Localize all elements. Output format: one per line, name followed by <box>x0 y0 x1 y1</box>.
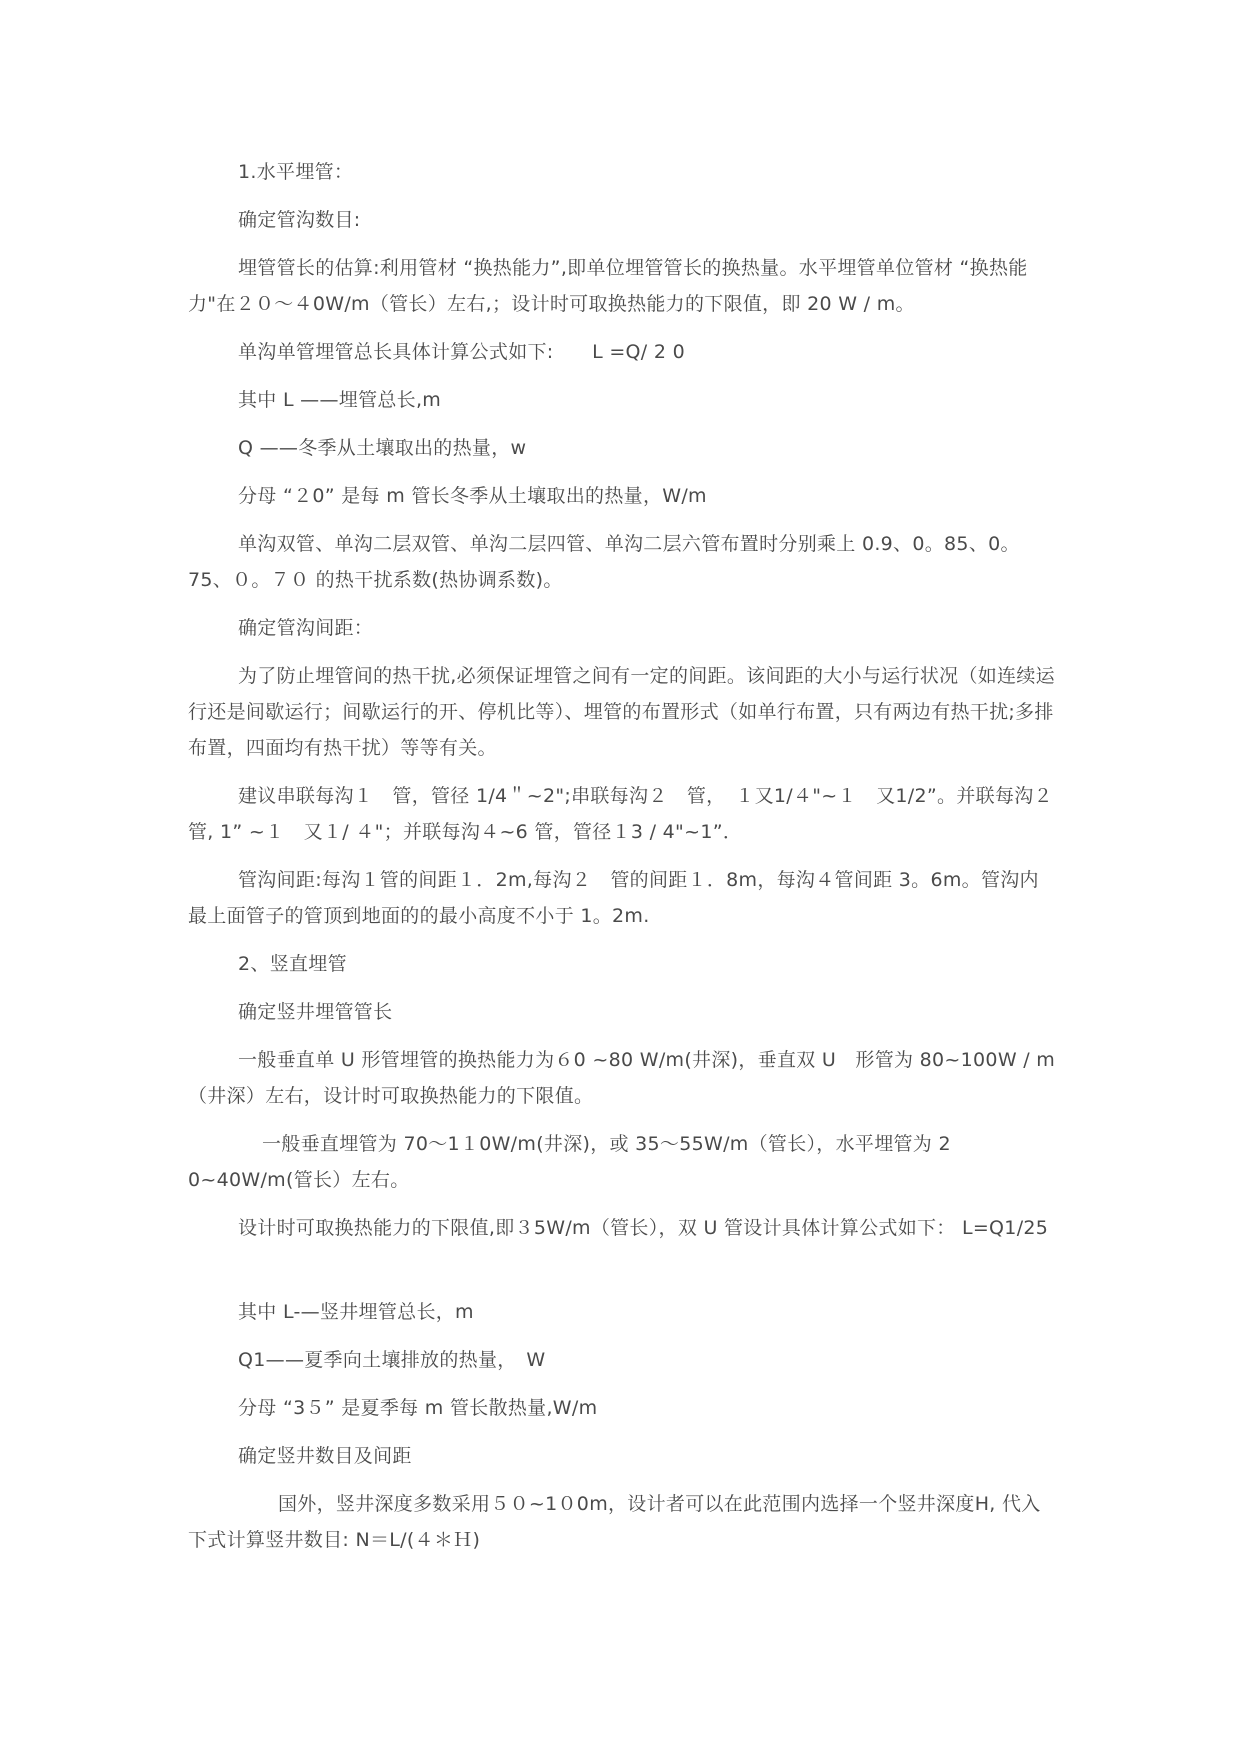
heading-well-pipe-length: 确定竖井埋管管长 <box>238 1001 393 1023</box>
definition-Q1: Q1——夏季向土壤排放的热量， W <box>238 1349 546 1371</box>
definition-denominator-20: 分母 “２0” 是每 m 管长冬季从土壤取出的热量，W/m <box>238 485 707 507</box>
paragraph-vertical-capacity: 一般垂直埋管为 70～1１0W/m(井深)，或 35～55W/m（管长），水平埋管为 2 0~40W/m(管长）左右。 <box>188 1133 951 1191</box>
heading-well-count-spacing: 确定竖井数目及间距 <box>238 1445 412 1467</box>
definition-L-well: 其中 L-—竖井埋管总长，m <box>238 1301 474 1323</box>
paragraph-design-formula: 设计时可取换热能力的下限值,即３5W/m（管长），双 U 管设计具体计算公式如下： L=Q1/25 <box>238 1217 1049 1239</box>
paragraph-well-depth: 国外，竖井深度多数采用５０~1０0m，设计者可以在此范围内选择一个竖井深度H, 代入下式计算竖井数目: N＝L/(４＊Ｈ) <box>188 1493 1041 1551</box>
paragraph-pipe-length-estimate: 埋管管长的估算:利用管材 “换热能力”,即单位埋管管长的换热量。水平埋管单位管材 “换热能力"在２０～４0W/m（管长）左右,；设计时可取换热能力的下限值，即 20 W / m。 <box>188 257 1028 315</box>
heading-vertical-pipe: 2、竖直埋管 <box>238 953 347 975</box>
heading-trench-count: 确定管沟数目: <box>238 209 361 231</box>
definition-denominator-35: 分母 “3５” 是夏季每 m 管长散热量,W/m <box>238 1397 598 1419</box>
heading-horizontal-pipe: 1.水平埋管： <box>238 161 354 183</box>
paragraph-u-tube-capacity: 一般垂直单 U 形管埋管的换热能力为６0 ~80 W/m(井深)，垂直双 U 形管为 80~100W / m（井深）左右，设计时可取换热能力的下限值。 <box>188 1049 1056 1107</box>
definition-L: 其中 L ——埋管总长,m <box>238 389 442 411</box>
formula-single-trench: 单沟单管埋管总长具体计算公式如下: L =Q/ 2 0 <box>238 341 685 363</box>
heading-trench-spacing: 确定管沟间距： <box>238 617 374 639</box>
paragraph-pipe-recommendation: 建议串联每沟１ 管，管径 1/4＂~2";串联每沟２ 管， １又1/４"~１ 又1/2”。并联每沟２ 管, 1” ~１ 又１/ ４"；并联每沟４~6 管，管径１3 / 4"~1”． <box>188 785 1073 843</box>
definition-Q: Q ——冬季从土壤取出的热量，w <box>238 437 527 459</box>
paragraph-thermal-interference: 为了防止埋管间的热干扰,必须保证埋管之间有一定的间距。该间距的大小与运行状况（如连续运行还是间歇运行；间歇运行的开、停机比等）、埋管的布置形式（如单行布置，只有两边有热干扰;多排布置，四面均有热干扰）等等有关。 <box>188 665 1055 759</box>
paragraph-trench-spacing-values: 管沟间距:每沟１管的间距１．2m,每沟２ 管的间距１．8m，每沟４管间距 3。6m。管沟内最上面管子的管顶到地面的的最小高度不小于 1。2m. <box>188 869 1039 927</box>
paragraph-interference-coefficient: 单沟双管、单沟二层双管、单沟二层四管、单沟二层六管布置时分别乘上 0.9、0。85、0。75、０。７０ 的热干扰系数(热协调系数)。 <box>188 533 1020 591</box>
